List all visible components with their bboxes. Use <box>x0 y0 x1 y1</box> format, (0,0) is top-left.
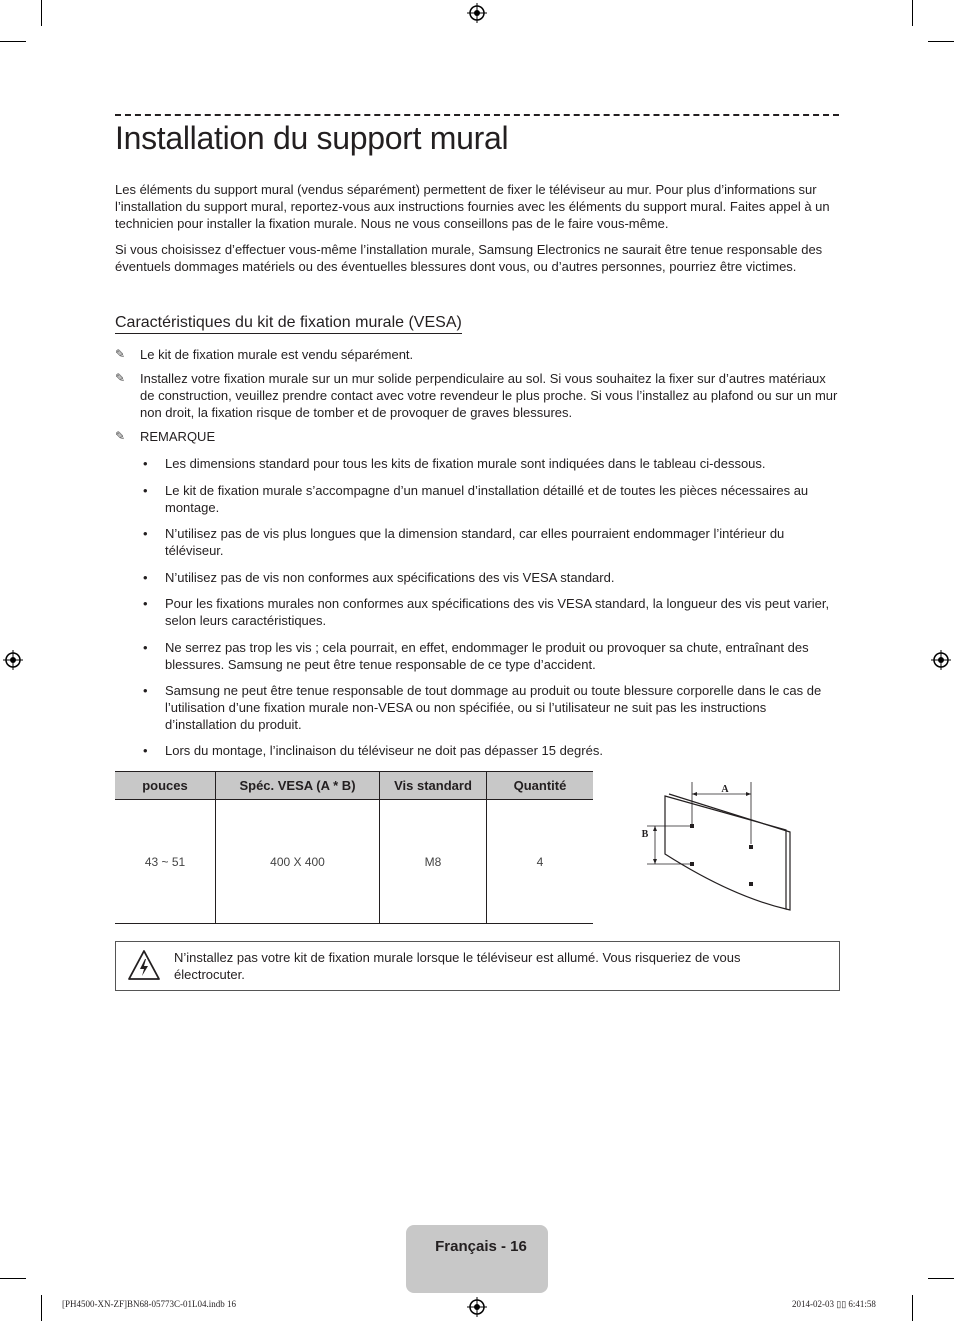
pencil-note-icon: ✎ <box>115 347 126 361</box>
dimension-label-b: B <box>641 829 649 840</box>
tv-back-outline <box>665 796 786 909</box>
list-item-text: Le kit de fixation murale s’accompagne d’un manuel d’installation détaillé et de toutes les pièces nécessaires au montage. <box>165 483 809 515</box>
bullet-symbol: • <box>143 683 148 698</box>
bullet-symbol: • <box>143 640 148 655</box>
print-slug-date: 2014-02-03 ▯▯ 6:41:58 <box>792 1299 876 1309</box>
table-row <box>115 800 593 924</box>
page-number-tab <box>406 1225 548 1293</box>
list-item <box>143 482 839 516</box>
crop-mark <box>928 41 954 42</box>
bullet-symbol: • <box>143 743 148 758</box>
table-cell: 4 <box>487 800 594 924</box>
list-item <box>143 569 839 586</box>
list-item <box>143 682 839 733</box>
table-header-cell: Vis standard <box>380 772 487 800</box>
list-item-text: Lors du montage, l’inclinaison du téléviseur ne doit pas dépasser 15 degrés. <box>165 743 603 758</box>
list-item-text: N’utilisez pas de vis non conformes aux spécifications des vis VESA standard. <box>165 570 615 585</box>
crop-mark <box>41 1295 42 1321</box>
list-item <box>143 525 839 559</box>
crop-mark <box>41 0 42 26</box>
note-item <box>115 370 839 421</box>
registration-mark-icon <box>931 650 951 670</box>
pencil-note-icon: ✎ <box>115 371 126 385</box>
list-item <box>143 639 839 673</box>
table-cell: 43 ~ 51 <box>115 800 216 924</box>
crop-mark <box>0 41 26 42</box>
crop-mark <box>0 1278 26 1279</box>
bullet-symbol: • <box>143 570 148 585</box>
table-header-cell: Spéc. VESA (A * B) <box>216 772 380 800</box>
registration-mark-icon <box>467 1297 487 1317</box>
table-header-cell: Quantité <box>487 772 594 800</box>
crop-mark <box>912 1295 913 1321</box>
page-number: Français - 16 <box>435 1238 527 1255</box>
bullet-symbol: • <box>143 456 148 471</box>
list-item <box>143 455 839 472</box>
list-item-text: Ne serrez pas trop les vis ; cela pourrait, en effet, endommager le produit ou provoquer sa chute, entraînant des blessures. Samsung ne peut être tenue responsable de ce type d’accident. <box>165 640 809 672</box>
screw-hole <box>690 824 694 828</box>
warning-text: N’installez pas votre kit de fixation murale lorsque le téléviseur est allumé. Vous risqueriez de vous électrocuter. <box>174 950 741 982</box>
note-text: REMARQUE <box>140 429 216 444</box>
bullet-symbol: • <box>143 526 148 541</box>
dimension-label-a: A <box>721 784 729 795</box>
pencil-note-icon: ✎ <box>115 429 126 443</box>
page-title: Installation du support mural <box>115 120 509 156</box>
list-item-text: N’utilisez pas de vis plus longues que la dimension standard, car elles pourraient endommager l’intérieur du téléviseur. <box>165 526 785 558</box>
table-header-row <box>115 772 593 800</box>
table-cell: M8 <box>380 800 487 924</box>
list-item-text: Samsung ne peut être tenue responsable de tout dommage au produit ou toute blessure corporelle dans le cas de l’utilisation d’une fixation murale non-VESA ou non spécifiée, ou si l’utilisateur ne suit pas les instructions d’installation du produit. <box>165 683 822 732</box>
note-item <box>115 428 839 445</box>
crop-mark <box>912 0 913 26</box>
electric-shock-warning-icon <box>127 949 161 981</box>
table-header-cell: pouces <box>115 772 216 800</box>
note-item <box>115 346 839 363</box>
screw-hole <box>749 882 753 886</box>
section-heading: Caractéristiques du kit de fixation murale (VESA) <box>115 314 462 334</box>
list-item <box>143 742 839 759</box>
bullet-symbol: • <box>143 596 148 611</box>
intro-paragraph: Les éléments du support mural (vendus séparément) permettent de fixer le téléviseur au mur. Pour plus d’informations sur l’installation du support mural, reportez-vous aux instructions fournies avec les éléments du support mural. Faites appel à un technicien pour installer la fixation murale. Nous ne vous conseillons pas de le faire vous-même. <box>115 182 830 231</box>
bullet-symbol: • <box>143 483 148 498</box>
registration-mark-icon <box>467 3 487 23</box>
table-cell: 400 X 400 <box>216 800 380 924</box>
list-item-text: Pour les fixations murales non conformes aux spécifications des vis VESA standard, la longueur des vis peut varier, selon leurs caractéristiques. <box>165 596 830 628</box>
note-text: Le kit de fixation murale est vendu séparément. <box>140 347 414 362</box>
list-item <box>143 595 839 629</box>
print-slug-file: [PH4500-XN-ZF]BN68-05773C-01L04.indb 16 <box>62 1299 236 1309</box>
screw-hole <box>690 862 694 866</box>
screw-hole <box>749 845 753 849</box>
title-dashed-rule <box>115 114 839 116</box>
vesa-spec-table <box>115 771 593 924</box>
tv-wall-mount-diagram <box>635 774 795 919</box>
intro-paragraph: Si vous choisissez d’effectuer vous-même l’installation murale, Samsung Electronics ne saurait être tenue responsable des éventuels dommages matériels ou des éventuelles blessures dont vous, ou d’autres personnes, pourriez être victimes. <box>115 242 823 274</box>
note-text: Installez votre fixation murale sur un mur solide perpendiculaire au sol. Si vous souhaitez la fixer sur d’autres matériaux de construction, veuillez prendre contact avec votre revendeur le plus proche. Si vous l’installez au plafond ou sur un mur non droit, la fixation risque de tomber et de provoquer de graves blessures. <box>140 371 838 420</box>
list-item-text: Les dimensions standard pour tous les kits de fixation murale sont indiquées dans le tableau ci-dessous. <box>165 456 766 471</box>
warning-box <box>115 941 840 991</box>
registration-mark-icon <box>3 650 23 670</box>
crop-mark <box>928 1278 954 1279</box>
